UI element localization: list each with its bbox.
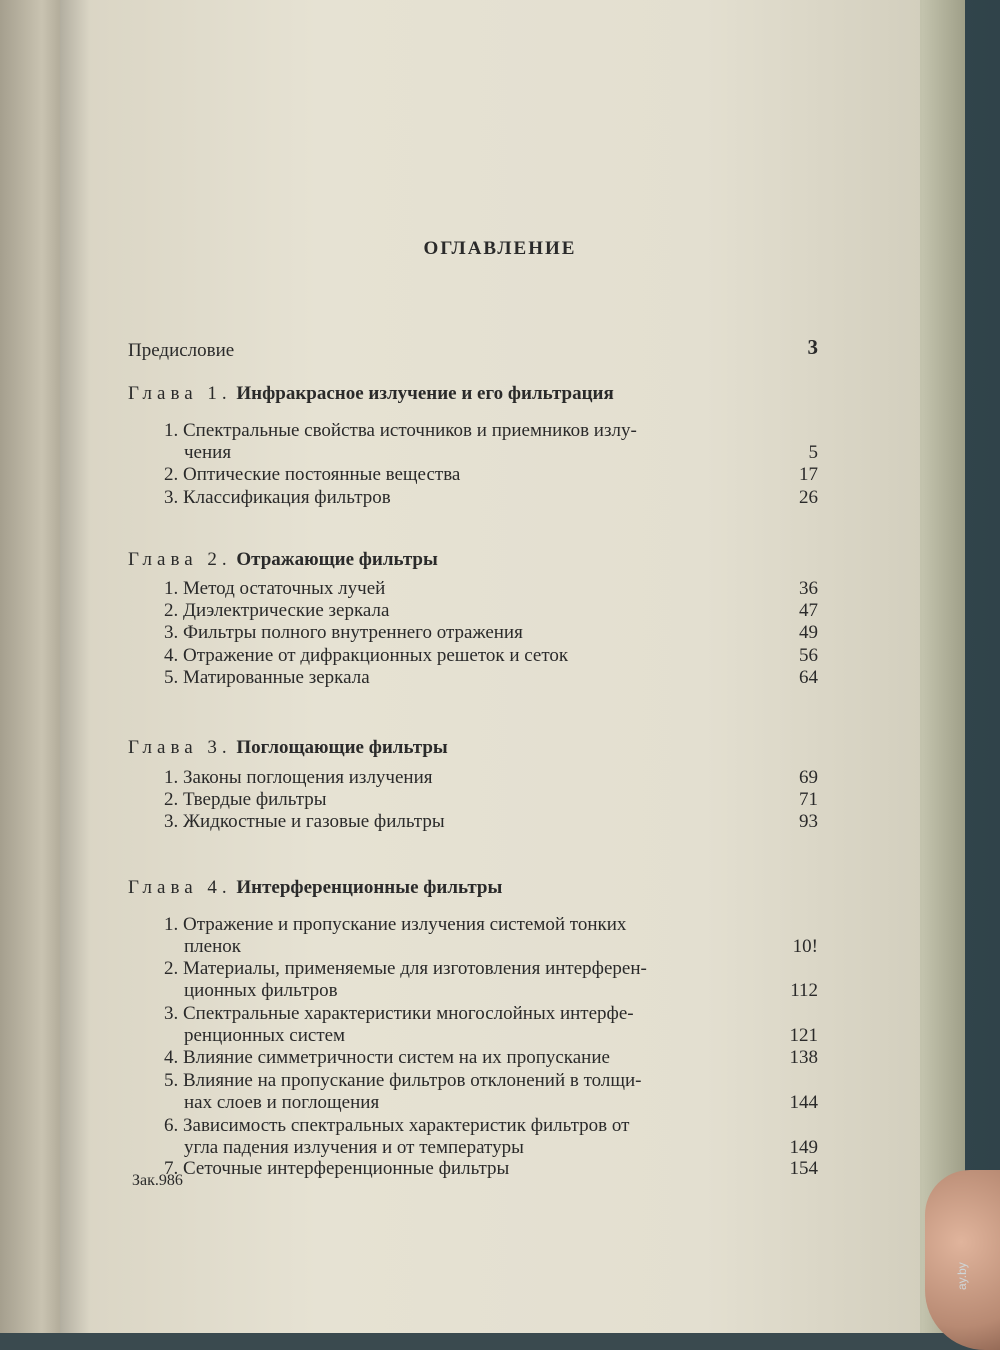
toc-item-page: 121 xyxy=(789,1025,818,1046)
gutter-shadow xyxy=(60,0,90,1333)
toc-item-page: 64 xyxy=(799,667,818,688)
toc-item-title-continued: ренционных систем xyxy=(184,1025,346,1046)
preface-page: 3 xyxy=(807,335,818,359)
toc-item-title: 1. Отражение и пропускание излучения системой тонких xyxy=(164,914,627,935)
thumb xyxy=(925,1170,1000,1350)
toc-item-page: 144 xyxy=(789,1092,818,1113)
toc-item-title: 7. Сеточные интерференционные фильтры xyxy=(164,1158,510,1179)
toc-item-title: 3. Классификация фильтров xyxy=(164,487,391,508)
toc-item-page: 5 xyxy=(808,442,818,463)
chapter-2-prefix: Глава 2. xyxy=(128,549,232,570)
toc-item-page: 26 xyxy=(799,487,818,508)
toc-item-title: 2. Материалы, применяемые для изготовления интерферен- xyxy=(164,958,647,979)
toc-item-title: 1. Законы поглощения излучения xyxy=(164,767,433,788)
watermark: ay.by xyxy=(955,1262,969,1290)
toc-item-title: 5. Влияние на пропускание фильтров отклонений в толщи- xyxy=(164,1070,642,1091)
toc-item-page: 56 xyxy=(799,645,818,666)
toc-item-title: 4. Влияние симметричности систем на их пропускание xyxy=(164,1047,610,1068)
toc-heading: ОГЛАВЛЕНИЕ xyxy=(423,238,577,259)
book-page xyxy=(60,0,920,1333)
toc-item-title: 2. Твердые фильтры xyxy=(164,789,327,810)
toc-item-title: 3. Спектральные характеристики многослойных интерфе- xyxy=(164,1003,634,1024)
chapter-1-prefix: Глава 1. xyxy=(128,383,232,404)
left-page-edge xyxy=(0,0,60,1333)
toc-item-title: 4. Отражение от дифракционных решеток и сеток xyxy=(164,645,569,666)
toc-item-page: 47 xyxy=(799,600,818,621)
toc-item-title: 2. Диэлектрические зеркала xyxy=(164,600,390,621)
toc-item-page: 154 xyxy=(789,1158,818,1179)
toc-item-title: 1. Спектральные свойства источников и приемников излу- xyxy=(164,420,637,441)
toc-item-title: 3. Фильтры полного внутреннего отражения xyxy=(164,622,523,643)
toc-item-page: 49 xyxy=(799,622,818,643)
toc-item-title: 5. Матированные зеркала xyxy=(164,667,370,688)
chapter-1-title: Инфракрасное излучение и его фильтрация xyxy=(236,383,614,404)
chapter-4-prefix: Глава 4. xyxy=(128,877,232,898)
toc-item-title: 6. Зависимость спектральных характеристик фильтров от xyxy=(164,1115,630,1136)
toc-item-title-continued: угла падения излучения и от температуры xyxy=(184,1137,524,1158)
toc-item-title-continued: чения xyxy=(184,442,232,463)
toc-item-page: 17 xyxy=(799,464,818,485)
toc-item-page: 71 xyxy=(799,789,818,810)
toc-item-page: 149 xyxy=(789,1137,818,1158)
toc-item-title-continued: ционных фильтров xyxy=(184,980,338,1001)
chapter-3-prefix: Глава 3. xyxy=(128,737,232,758)
toc-item-title: 2. Оптические постоянные вещества xyxy=(164,464,461,485)
chapter-2-title: Отражающие фильтры xyxy=(236,549,438,570)
toc-item-title: 3. Жидкостные и газовые фильтры xyxy=(164,811,445,832)
toc-item-title-continued: нах слоев и поглощения xyxy=(184,1092,380,1113)
order-number: Зак.986 xyxy=(132,1172,183,1189)
toc-item-page: 93 xyxy=(799,811,818,832)
toc-item-page: 138 xyxy=(789,1047,818,1068)
chapter-4-title: Интерференционные фильтры xyxy=(236,877,503,898)
toc-item-page: 69 xyxy=(799,767,818,788)
toc-item-page: 10! xyxy=(792,936,818,957)
chapter-3-title: Поглощающие фильтры xyxy=(236,737,448,758)
toc-item-title-continued: пленок xyxy=(184,936,241,957)
toc-item-title: 1. Метод остаточных лучей xyxy=(164,578,386,599)
preface-label: Предисловие xyxy=(128,340,235,361)
toc-item-page: 112 xyxy=(790,980,818,1001)
toc-item-page: 36 xyxy=(799,578,818,599)
